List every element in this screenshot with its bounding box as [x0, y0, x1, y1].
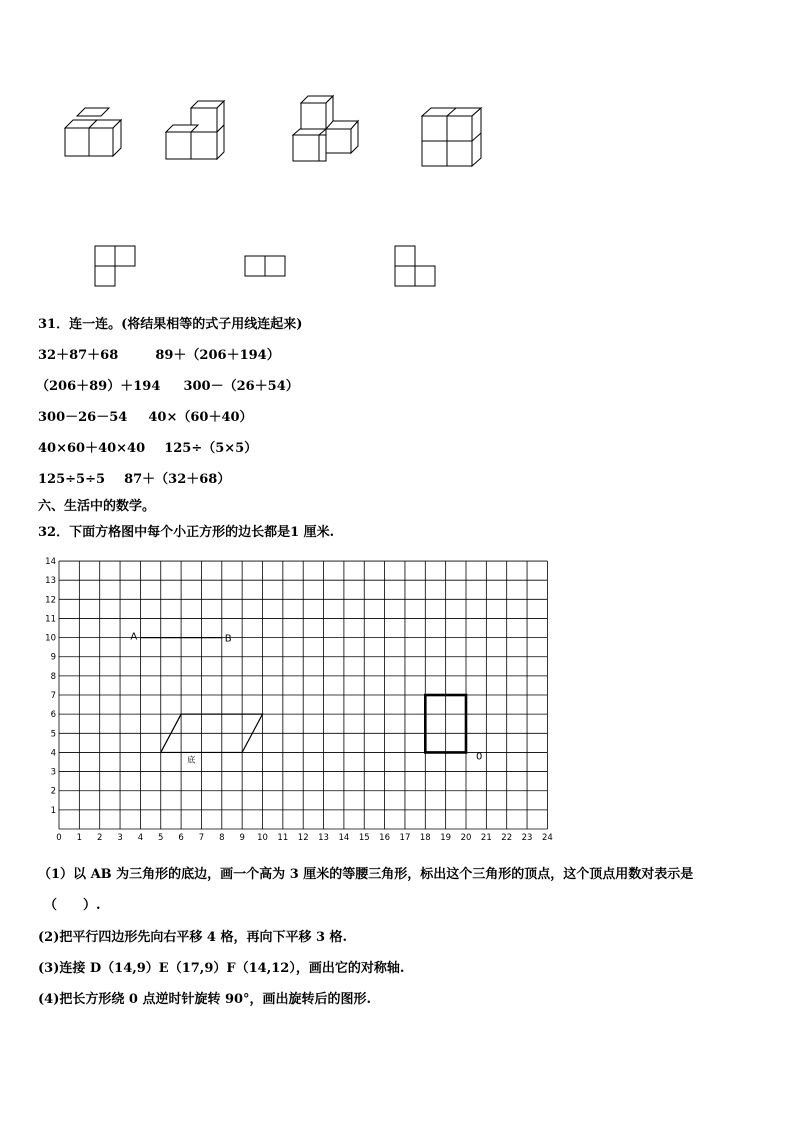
- x-tick-label: 20: [460, 833, 472, 843]
- view-3: [395, 246, 435, 286]
- q31-row-5: [38, 468, 230, 487]
- x-tick-label: 16: [379, 833, 391, 843]
- q32-sub1: （1）以 AB 为三角形的底边，画一个高为 3 厘米的等腰三角形，标出这个三角形的顶点，这个顶点用数对表示是: [38, 867, 694, 882]
- x-tick-label: 15: [358, 833, 370, 843]
- y-tick-label: 4: [50, 748, 56, 759]
- x-tick-label: 9: [239, 833, 245, 843]
- view-1: [95, 246, 135, 286]
- x-tick-label: 5: [158, 833, 164, 843]
- y-tick-label: 13: [45, 576, 56, 587]
- q32-sub2: (2)把平行四边形先向右平移 4 格，再向下平移 3 格.: [38, 930, 348, 945]
- x-tick-label: 13: [318, 833, 329, 843]
- y-tick-label: 5: [50, 729, 56, 740]
- y-tick-label: 10: [45, 633, 56, 644]
- label-o: 0: [476, 751, 483, 763]
- x-tick-label: 12: [297, 833, 309, 843]
- view-2: [245, 256, 285, 276]
- q31-row-4-right[interactable]: 125÷（5×5）: [164, 441, 258, 456]
- x-tick-label: 8: [219, 833, 225, 843]
- y-tick-label: 7: [50, 691, 56, 702]
- y-tick-label: 14: [45, 557, 56, 568]
- q31-row-2: [36, 375, 299, 394]
- solid-figure-3: [293, 96, 358, 161]
- q31-row-3: [38, 406, 253, 425]
- x-tick-label: 4: [137, 833, 144, 843]
- solid-figure-1: [65, 108, 121, 156]
- q31-row-5-left[interactable]: 125÷5÷5: [38, 472, 106, 487]
- solid-figure-2: [166, 101, 224, 159]
- q32-sub4: (4)把长方形绕 0 点逆时针旋转 90°，画出旋转后的图形.: [38, 992, 372, 1007]
- x-tick-label: 7: [198, 833, 205, 843]
- q31-row-4-left[interactable]: 40×60＋40×40: [38, 441, 146, 456]
- q32-sub1-blank[interactable]: （ ）.: [44, 898, 101, 913]
- label-base: 底: [187, 755, 196, 765]
- x-tick-label: 21: [480, 833, 492, 843]
- x-tick-label: 6: [178, 833, 184, 843]
- x-tick-label: 10: [257, 833, 268, 843]
- y-tick-label: 2: [50, 786, 56, 797]
- x-tick-label: 22: [501, 833, 513, 843]
- x-tick-label: 14: [338, 833, 350, 843]
- x-tick-label: 18: [419, 833, 431, 843]
- x-tick-label: 23: [521, 833, 533, 843]
- x-tick-label: 3: [117, 833, 123, 843]
- y-tick-label: 6: [50, 710, 56, 721]
- q31-row-4: [38, 437, 257, 456]
- q31-row-3-left[interactable]: 300－26－54: [38, 410, 128, 425]
- x-tick-label: 2: [96, 833, 103, 843]
- q31-row-1-left[interactable]: 32＋87＋68: [38, 348, 119, 363]
- q31-row-1-right[interactable]: 89＋（206＋194）: [155, 348, 280, 363]
- q31-row-5-right[interactable]: 87＋（32＋68）: [124, 472, 231, 487]
- coordinate-grid: [0, 550, 794, 850]
- x-tick-label: 24: [541, 833, 553, 843]
- label-b: B: [224, 633, 232, 645]
- y-tick-label: 9: [50, 652, 56, 663]
- q31-row-2-left[interactable]: （206＋89）＋194: [36, 379, 161, 394]
- q31-row-2-right[interactable]: 300－（26＋54）: [183, 379, 299, 394]
- label-a: A: [130, 631, 138, 643]
- y-tick-label: 1: [50, 805, 56, 816]
- solid-figure-4: [422, 108, 481, 166]
- q32-sub3: (3)连接 D（14,9）E（17,9）F（14,12），画出它的对称轴.: [38, 961, 405, 976]
- x-tick-label: 19: [440, 833, 452, 843]
- y-tick-label: 11: [45, 614, 56, 625]
- q31-title: 31．连一连。(将结果相等的式子用线连起来): [38, 317, 303, 332]
- x-tick-label: 17: [399, 833, 411, 843]
- q31-row-3-right[interactable]: 40×（60＋40）: [148, 410, 253, 425]
- x-tick-label: 0: [56, 833, 62, 843]
- y-tick-label: 3: [50, 767, 56, 778]
- q32-title: 32．下面方格图中每个小正方形的边长都是1 厘米.: [38, 525, 335, 540]
- x-tick-label: 1: [76, 833, 83, 843]
- y-tick-label: 12: [45, 595, 56, 606]
- q31-row-1: [38, 344, 280, 363]
- y-tick-label: 8: [50, 671, 56, 682]
- x-tick-label: 11: [277, 833, 289, 843]
- cube-figures: [0, 80, 794, 300]
- section-6-title: 六、生活中的数学。: [38, 499, 156, 514]
